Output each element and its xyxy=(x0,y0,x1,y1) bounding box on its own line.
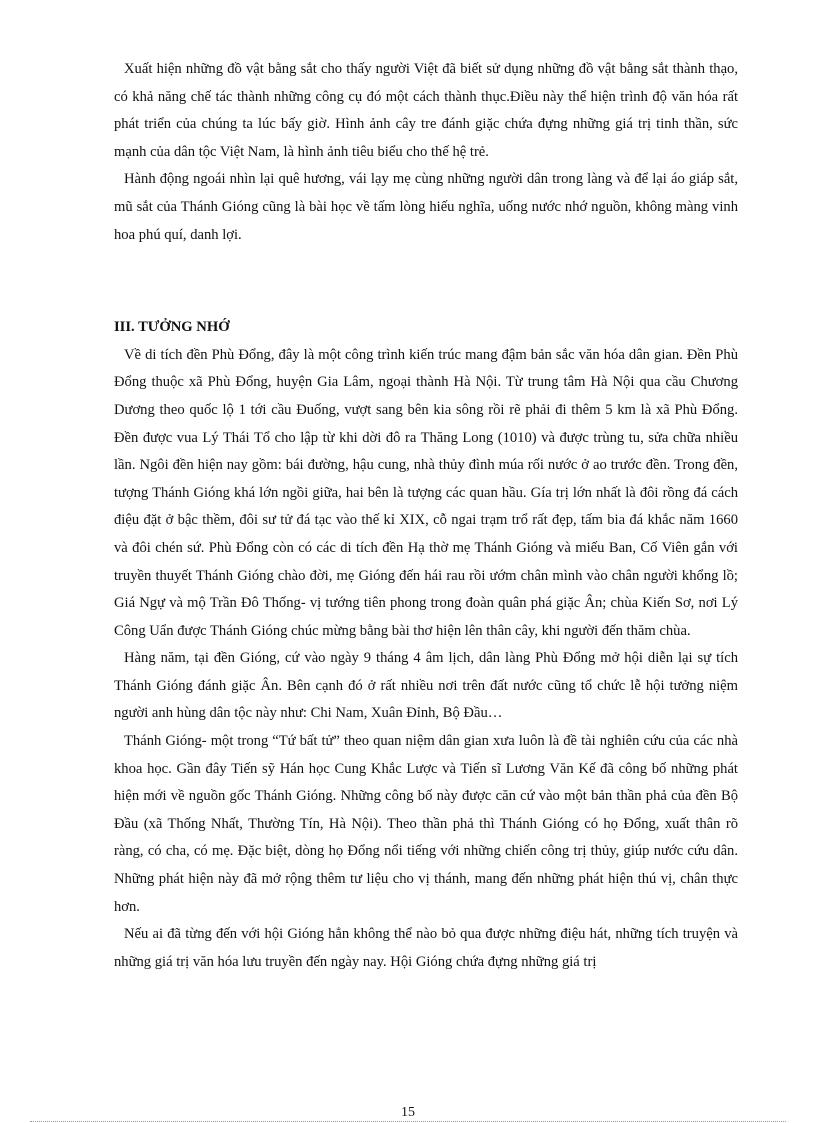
paragraph-research: Thánh Gióng- một trong “Tứ bất tử” theo quan niệm dân gian xưa luôn là đề tài nghiên cứu của các nhà khoa học. Gần đây Tiến sỹ Hán học Cung Khắc Lược và Tiến sĩ Lương Văn Kế đã công bố những phát hiện mới về nguồn gốc Thánh Gióng. Những công bố này được căn cứ vào một bản thần phả của đền Bộ Đầu (xã Thống Nhất, Thường Tín, Hà Nội). Theo thần phả thì Thánh Gióng có họ Đổng, xuất thân rõ ràng, có cha, có mẹ. Đặc biệt, dòng họ Đổng nổi tiếng với những chiến công trị thủy, giúp nước cứu dân. Những phát hiện này đã mở rộng thêm tư liệu cho vị thánh, mang đến những phát hiện thú vị, chân thực hơn. xyxy=(114,733,738,915)
footer-divider xyxy=(30,1121,786,1122)
paragraph-phu-dong-temple: Về di tích đền Phù Đổng, đây là một công trình kiến trúc mang đậm bản sắc văn hóa dân gian. Đền Phù Đổng thuộc xã Phù Đổng, huyện Gia Lâm, ngoại thành Hà Nội. Từ trung tâm Hà Nội qua cầu Chương Dương theo quốc lộ 1 tới cầu Đuống, vượt sang bên kia sông rồi rẽ phải đi thêm 5 km là xã Phù Đổng. Đền được vua Lý Thái Tổ cho lập từ khi dời đô ra Thăng Long (1010) và được trùng tu, sửa chữa nhiều lần. Ngôi đền hiện nay gồm: bái đường, hậu cung, nhà thủy đình múa rối nước ở ao trước đền. Trong đền, tượng Thánh Gióng khá lớn ngồi giữa, hai bên là tượng các quan hầu. Gía trị lớn nhất là đôi rồng đá cách điệu đặt ở bậc thềm, đôi sư tử đá tạc vào thế kỉ XIX, cỗ ngai trạm trổ rất đẹp, tấm bia đá khắc năm 1660 và đôi chén sứ. Phù Đổng còn có các di tích đền Hạ thờ mẹ Thánh Gióng và miếu Ban, Cố Viên gắn với truyền thuyết Thánh Gióng chào đời, mẹ Gióng đến hái rau rồi ướm chân mình vào chân người khổng lồ; Giá Ngự và mộ Trần Đô Thống- vị tướng tiên phong trong đoàn quân phá giặc Ân; chùa Kiến Sơ, nơi Lý Công Uẩn được Thánh Gióng chúc mừng bằng bài thơ hiện lên thân cây, khi người đến thăm chùa. xyxy=(114,346,738,639)
page-number: 15 xyxy=(401,1105,415,1120)
paragraph-festival: Hàng năm, tại đền Gióng, cứ vào ngày 9 tháng 4 âm lịch, dân làng Phù Đổng mở hội diễn lại sự tích Thánh Gióng đánh giặc Ân. Bên cạnh đó ở rất nhiều nơi trên đất nước cũng tổ chức lễ hội tưởng niệm người anh hùng dân tộc này như: Chi Nam, Xuân Đỉnh, Bộ Đầu… xyxy=(114,650,738,722)
paragraph-giong-festival-values: Nếu ai đã từng đến với hội Gióng hẳn không thể nào bỏ qua được những điệu hát, những tích truyện và những giá trị văn hóa lưu truyền đến ngày nay. Hội Gióng chứa đựng những giá trị xyxy=(114,926,738,970)
page-content xyxy=(114,56,738,976)
paragraph-homage: Hành động ngoái nhìn lại quê hương, vái lạy mẹ cùng những người dân trong làng và để lại áo giáp sắt, mũ sắt của Thánh Gióng cũng là bài học về tấm lòng hiếu nghĩa, uống nước nhớ nguồn, không màng vinh hoa phú quí, danh lợi. xyxy=(114,171,738,243)
section-heading: III. TƯỞNG NHỚ xyxy=(114,319,230,336)
paragraph-iron-artifacts: Xuất hiện những đồ vật bằng sắt cho thấy người Việt đã biết sử dụng những đồ vật bằng sắt thành thạo, có khả năng chế tác thành những công cụ đó một cách thành thục.Điều này thể hiện trình độ văn hóa rất phát triển của chúng ta lúc bấy giờ. Hình ảnh cây tre đánh giặc chứa đựng những giá trị tinh thần, sức mạnh của dân tộc Việt Nam, là hình ảnh tiêu biểu cho thế hệ trẻ. xyxy=(114,61,738,160)
